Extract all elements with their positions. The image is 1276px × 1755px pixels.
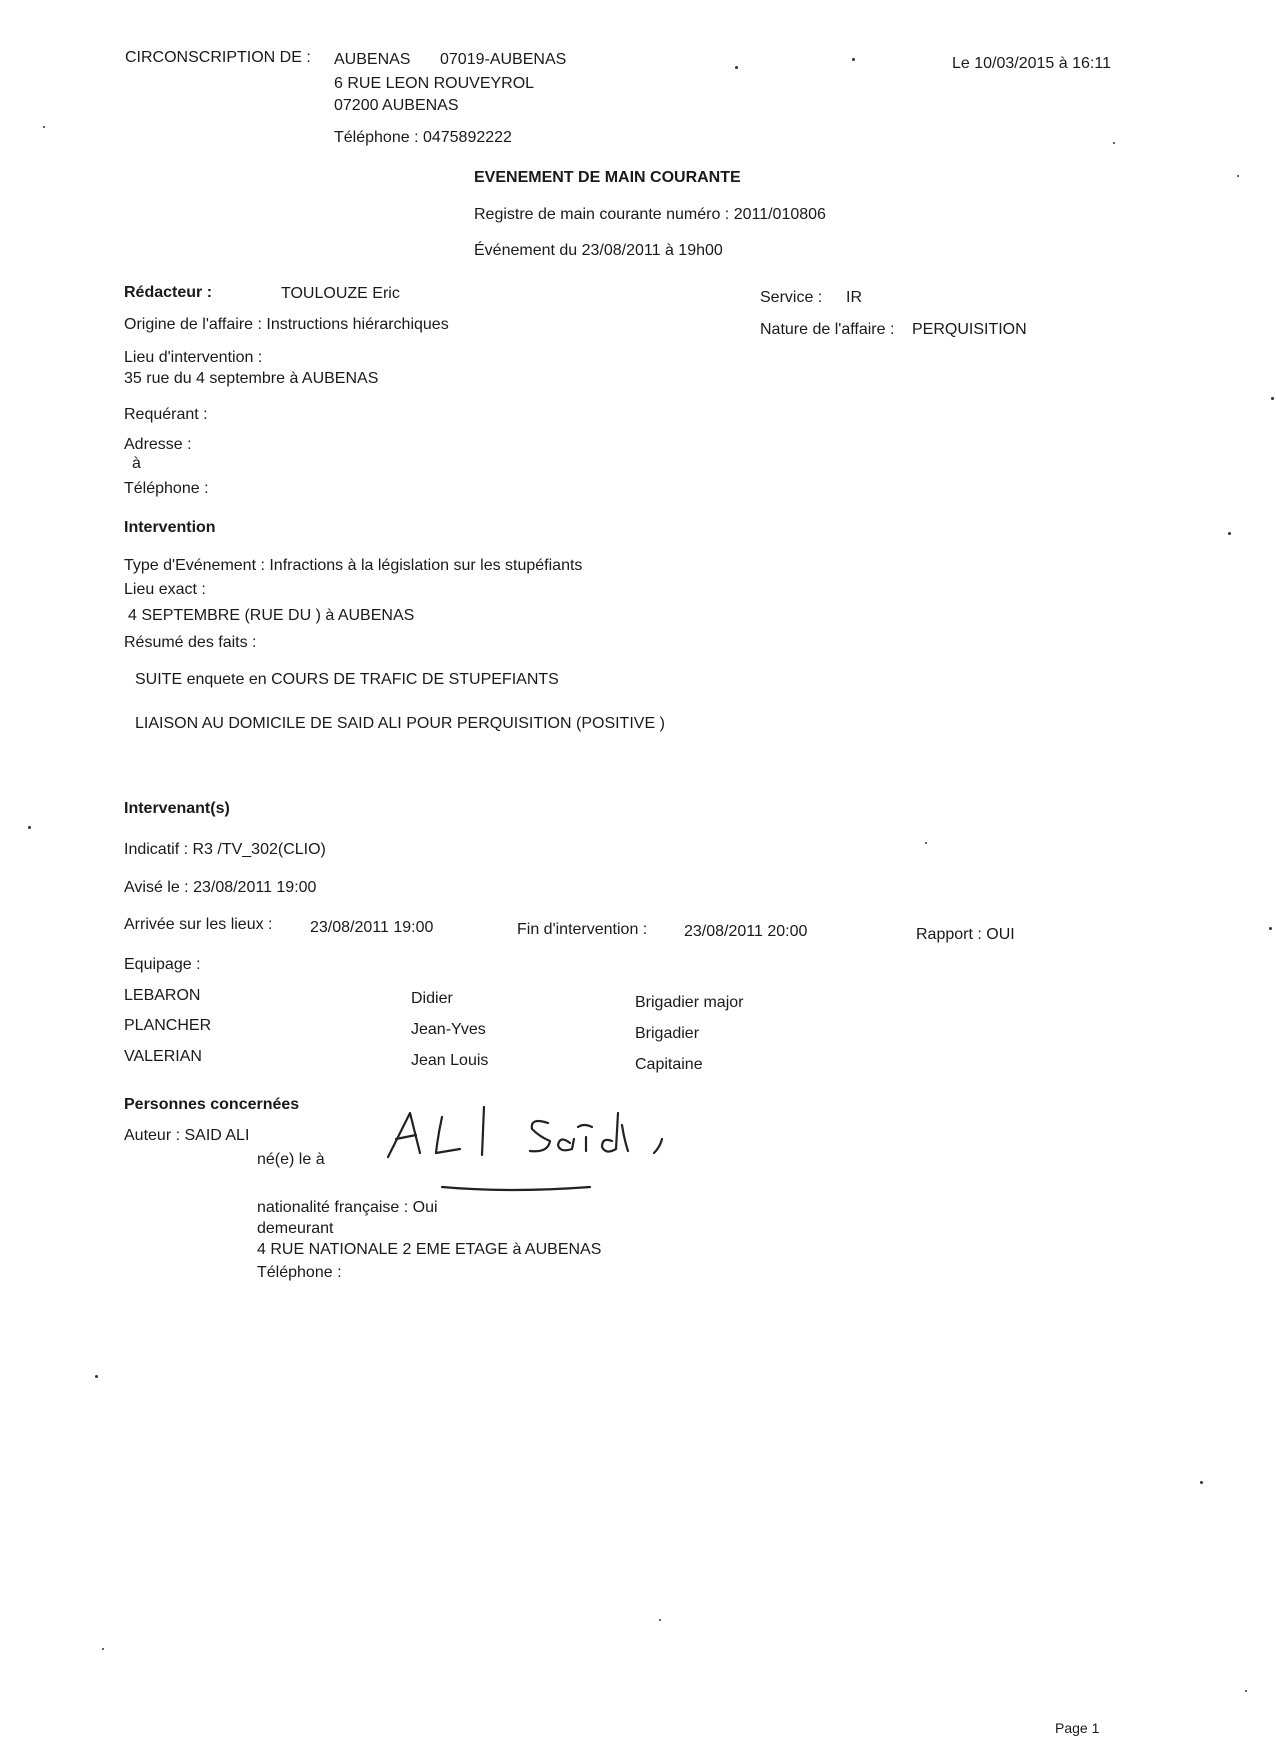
scan-speck [28,826,31,829]
rapport: Rapport : OUI [916,926,1015,943]
lieu-intervention-value: 35 rue du 4 septembre à AUBENAS [124,370,379,387]
scan-speck [852,58,855,61]
scan-speck [1200,1481,1203,1484]
resume-label: Résumé des faits : [124,634,257,651]
equipage-nom: VALERIAN [124,1048,202,1065]
fin-intervention-value: 23/08/2011 20:00 [684,923,808,940]
scan-speck [1237,175,1239,177]
circonscription-label: CIRCONSCRIPTION DE : [125,49,311,66]
equipage-grade: Brigadier major [635,994,744,1011]
scan-speck [1269,927,1272,930]
scan-speck [102,1648,104,1650]
demeurant-adresse: 4 RUE NATIONALE 2 EME ETAGE à AUBENAS [257,1241,602,1258]
nature-value: PERQUISITION [912,321,1027,338]
handwritten-name-annotation [380,1095,680,1205]
header-phone: Téléphone : 0475892222 [334,129,512,146]
auteur: Auteur : SAID ALI [124,1127,250,1144]
demeurant-label: demeurant [257,1220,334,1237]
registre-number: Registre de main courante numéro : 2011/010806 [474,206,826,223]
equipage-nom: PLANCHER [124,1017,212,1034]
address-line-1: 6 RUE LEON ROUVEYROL [334,75,535,92]
adresse-label: Adresse : [124,436,192,453]
service-value: IR [846,289,862,306]
scan-speck [1228,532,1231,535]
scan-speck [1113,142,1115,144]
scan-speck [1271,397,1274,400]
nature-label: Nature de l'affaire : [760,321,895,338]
intervenants-heading: Intervenant(s) [124,800,230,817]
scan-speck [735,66,738,69]
resume-line-1: SUITE enquete en COURS DE TRAFIC DE STUPEFIANTS [135,671,559,688]
resume-line-2: LIAISON AU DOMICILE DE SAID ALI POUR PERQUISITION (POSITIVE ) [135,715,665,732]
evenement-date: Événement du 23/08/2011 à 19h00 [474,242,723,259]
avise-le: Avisé le : 23/08/2011 19:00 [124,879,317,896]
nationalite: nationalité française : Oui [257,1199,438,1216]
adresse-a: à [132,455,141,472]
type-evenement: Type d'Evénement : Infractions à la législation sur les stupéfiants [124,557,583,574]
equipage-grade: Capitaine [635,1056,703,1073]
page-number: Page 1 [1055,1720,1100,1736]
redacteur-label: Rédacteur : [124,284,213,301]
indicatif: Indicatif : R3 /TV_302(CLIO) [124,841,326,858]
address-line-2: 07200 AUBENAS [334,97,459,114]
telephone-label: Téléphone : [124,480,209,497]
arrivee-label: Arrivée sur les lieux : [124,916,273,933]
equipage-label: Equipage : [124,956,201,973]
fin-intervention-label: Fin d'intervention : [517,921,648,938]
equipage-prenom: Jean-Yves [411,1021,486,1038]
requerant-label: Requérant : [124,406,208,423]
lieu-exact-label: Lieu exact : [124,581,206,598]
lieu-intervention-label: Lieu d'intervention : [124,349,263,366]
equipage-prenom: Jean Louis [411,1052,489,1069]
origine-affaire: Origine de l'affaire : Instructions hiérarchiques [124,316,449,333]
intervention-heading: Intervention [124,519,216,536]
equipage-nom: LEBARON [124,987,201,1004]
personne-telephone: Téléphone : [257,1264,342,1281]
date-naissance-label: né(e) le à [257,1151,325,1168]
lieu-exact-value: 4 SEPTEMBRE (RUE DU ) à AUBENAS [128,607,415,624]
scan-speck [43,126,45,128]
scan-speck [925,842,927,844]
redacteur-value: TOULOUZE Eric [281,285,400,302]
equipage-grade: Brigadier [635,1025,700,1042]
scan-speck [659,1619,661,1621]
scan-speck [1245,1690,1247,1692]
equipage-prenom: Didier [411,990,453,1007]
circonscription-name: AUBENAS [334,51,411,68]
document-title: EVENEMENT DE MAIN COURANTE [474,169,741,186]
service-label: Service : [760,289,823,306]
print-date: Le 10/03/2015 à 16:11 [952,55,1111,72]
scan-speck [95,1375,98,1378]
circonscription-code: 07019-AUBENAS [440,51,567,68]
arrivee-value: 23/08/2011 19:00 [310,919,434,936]
personnes-heading: Personnes concernées [124,1096,300,1113]
